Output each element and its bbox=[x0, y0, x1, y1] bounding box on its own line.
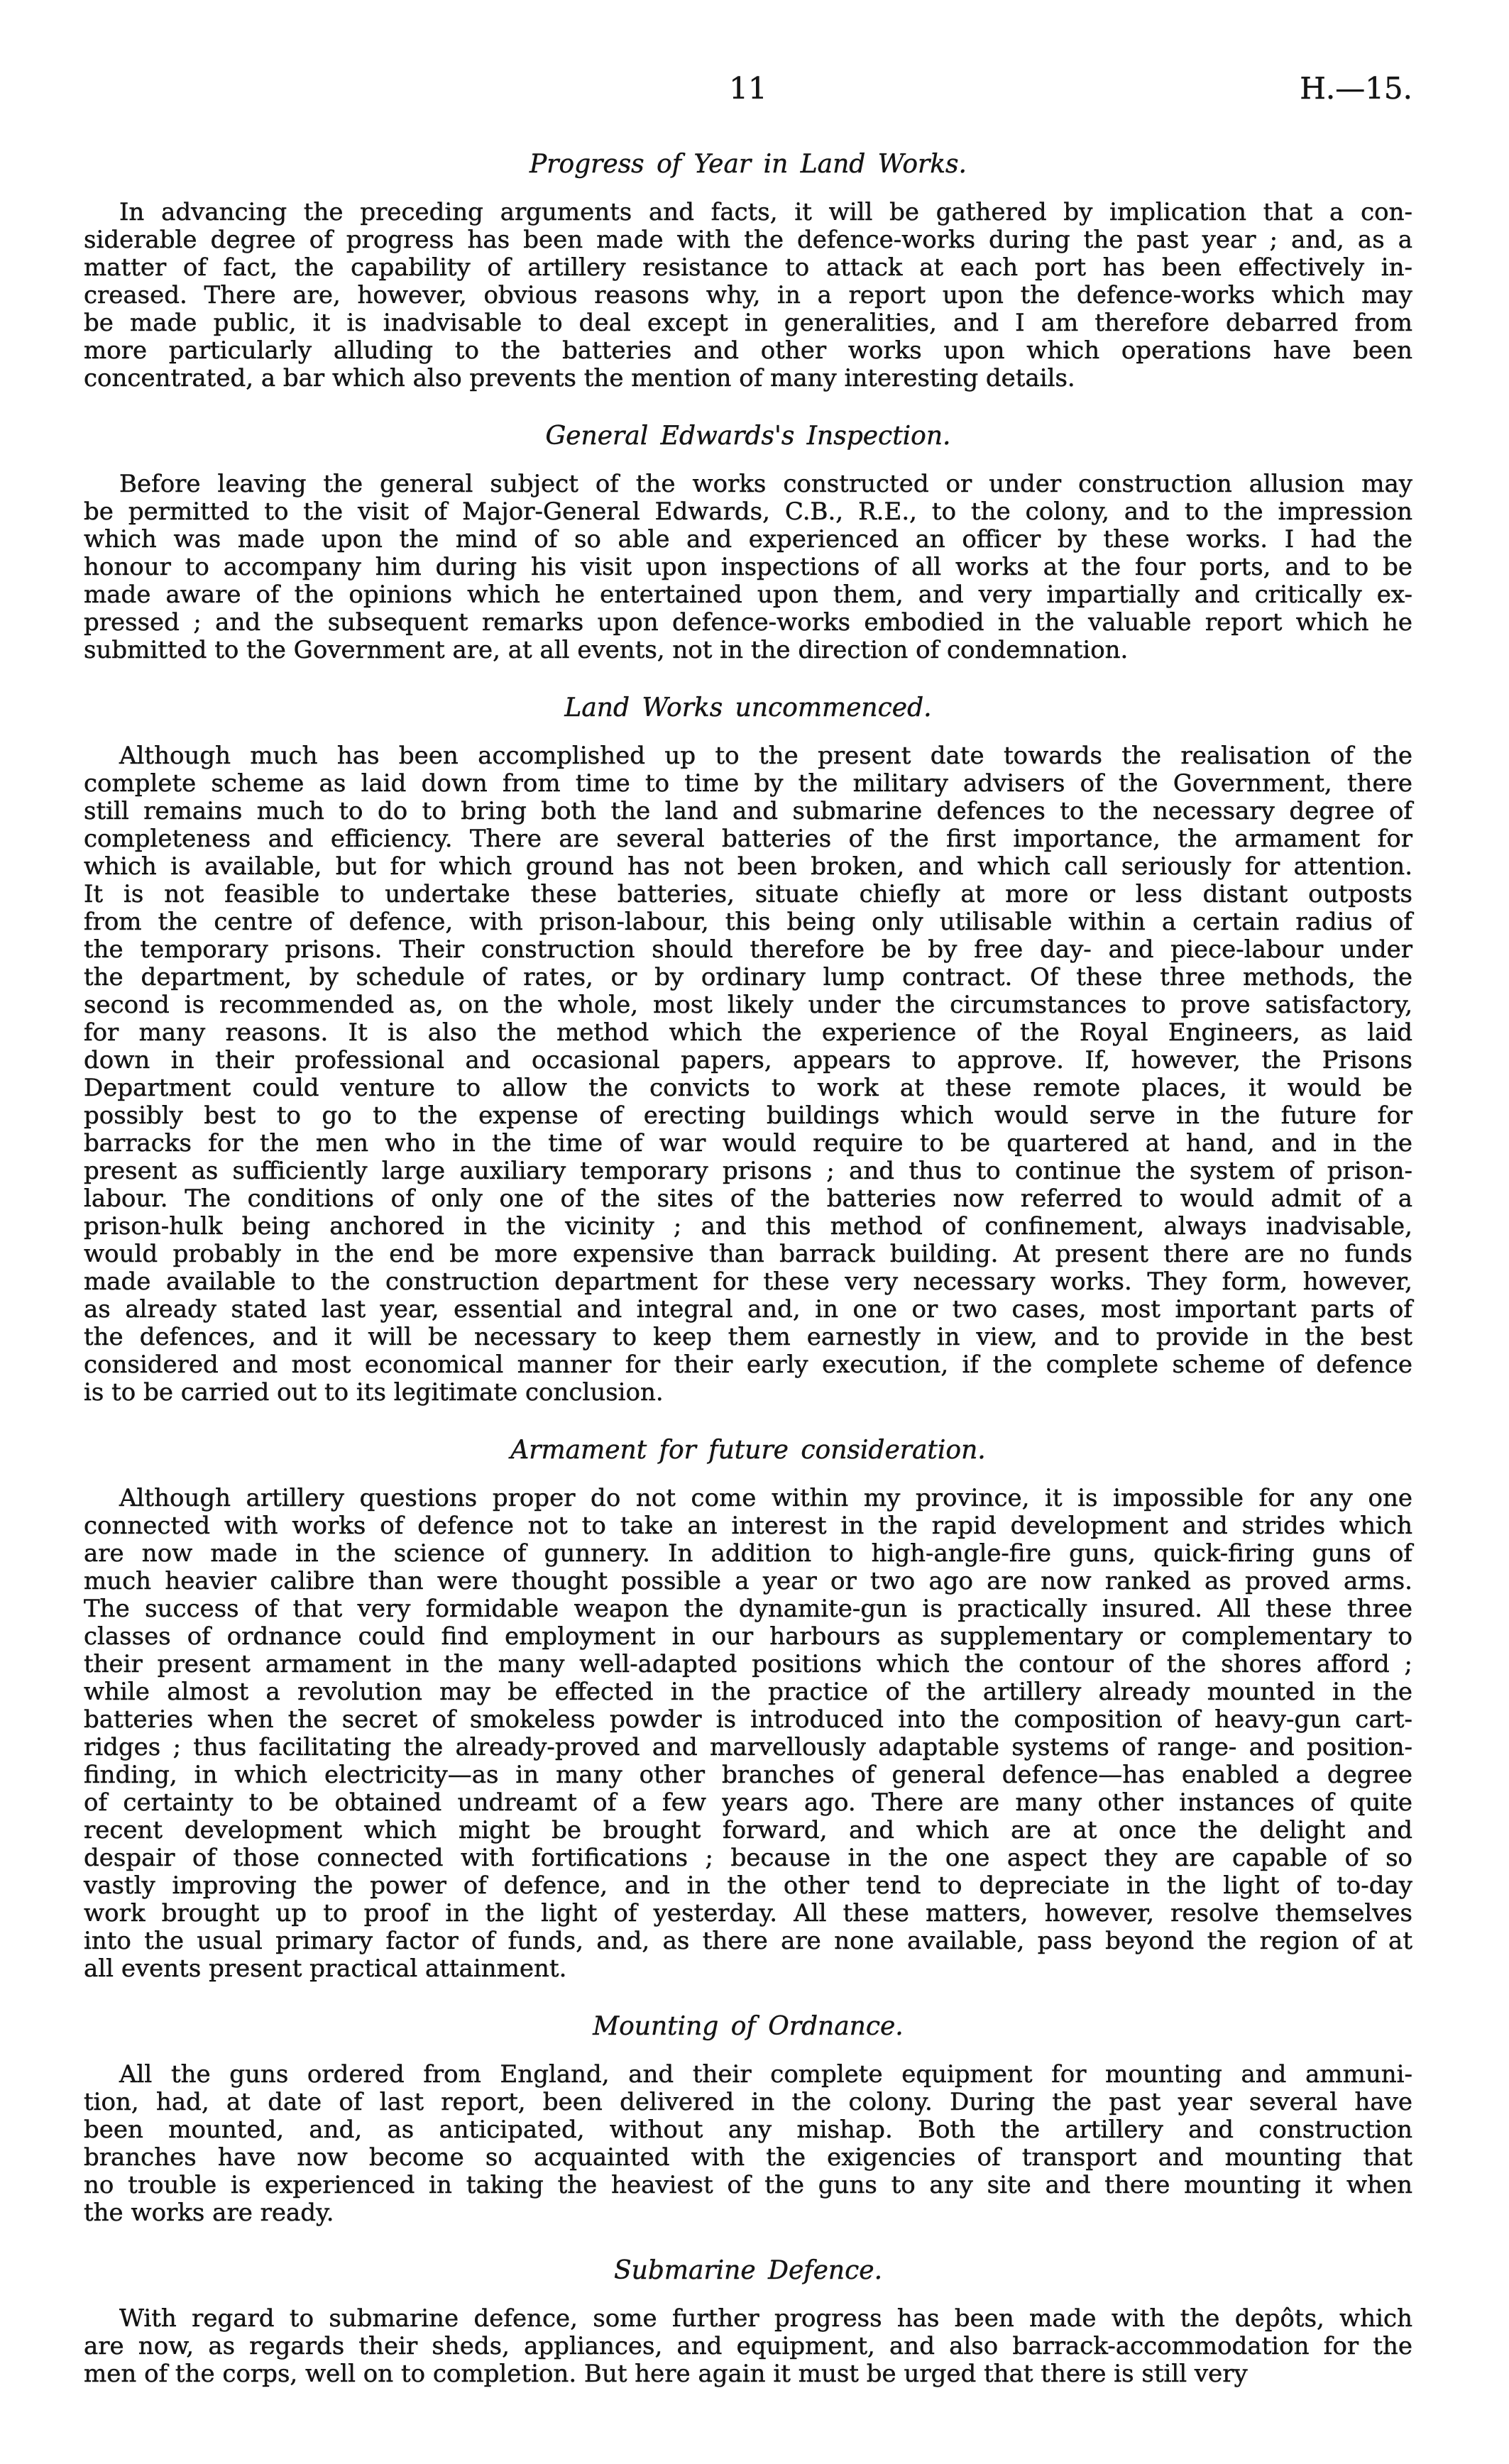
text-line: present as sufficiently large auxiliary temporary prisons ; and thus to continue the system of prison- bbox=[84, 1157, 1412, 1185]
text-line: branches have now become so acquainted with the exigencies of transport and mounting that bbox=[84, 2143, 1412, 2172]
text-line: made aware of the opinions which he entertained upon them, and very impartially and critically ex- bbox=[84, 581, 1412, 609]
text-line: vastly improving the power of defence, and in the other tend to depreciate in the light of to-day bbox=[84, 1871, 1412, 1900]
text-line: complete scheme as laid down from time to time by the military advisers of the Government, there bbox=[84, 769, 1412, 798]
text-line: for many reasons. It is also the method which the experience of the Royal Engineers, as laid bbox=[84, 1018, 1412, 1047]
text-line: are now, as regards their sheds, appliances, and equipment, and also barrack-accommodation for the bbox=[84, 2332, 1412, 2360]
text-line: labour. The conditions of only one of the sites of the batteries now referred to would admit of a bbox=[84, 1184, 1412, 1213]
page-header bbox=[84, 71, 1412, 111]
report-section bbox=[84, 2011, 1412, 2227]
text-line: completeness and efficiency. There are several batteries of the first importance, the armament for bbox=[84, 825, 1412, 853]
text-line: Before leaving the general subject of the works constructed or under construction allusion may bbox=[119, 470, 1412, 498]
text-line: batteries when the secret of smokeless powder is introduced into the composition of heavy-gun cart- bbox=[84, 1705, 1412, 1734]
report-section bbox=[84, 149, 1412, 392]
section-paragraph bbox=[84, 2061, 1412, 2227]
text-line: down in their professional and occasional papers, appears to approve. If, however, the Prisons bbox=[84, 1046, 1412, 1074]
text-line: work brought up to proof in the light of yesterday. All these matters, however, resolve themselves bbox=[84, 1899, 1412, 1927]
text-line: which was made upon the mind of so able and experienced an officer by these works. I had the bbox=[84, 525, 1412, 554]
text-line: be made public, it is inadvisable to deal except in generalities, and I am therefore debarred from bbox=[84, 309, 1412, 337]
report-section bbox=[84, 2255, 1412, 2388]
text-line: tion, had, at date of last report, been delivered in the colony. During the past year several have bbox=[84, 2088, 1412, 2116]
text-line: possibly best to go to the expense of erecting buildings which would serve in the future for bbox=[84, 1101, 1412, 1130]
text-line: prison-hulk being anchored in the vicinity ; and this method of confinement, always inadvisable, bbox=[84, 1212, 1412, 1241]
text-line: despair of those connected with fortifications ; because in the one aspect they are capable of so bbox=[84, 1844, 1412, 1872]
text-line: connected with works of defence not to take an interest in the rapid development and strides which bbox=[84, 1512, 1412, 1540]
text-line: while almost a revolution may be effected in the practice of the artillery already mounted in the bbox=[84, 1678, 1412, 1706]
text-line: In advancing the preceding arguments and facts, it will be gathered by implication that a con- bbox=[119, 198, 1412, 226]
text-line: With regard to submarine defence, some further progress has been made with the depôts, which bbox=[119, 2304, 1412, 2333]
text-line: the department, by schedule of rates, or by ordinary lump contract. Of these three methods, the bbox=[84, 963, 1412, 991]
section-heading: General Edwards's Inspection. bbox=[545, 422, 951, 451]
section-heading: Submarine Defence. bbox=[613, 2256, 883, 2285]
text-line: finding, in which electricity—as in many other branches of general defence—has enabled a degree bbox=[84, 1761, 1412, 1789]
section-heading: Mounting of Ordnance. bbox=[593, 2012, 904, 2041]
text-line: still remains much to do to bring both the land and submarine defences to the necessary degree of bbox=[84, 797, 1412, 825]
text-line: second is recommended as, on the whole, most likely under the circumstances to prove satisfactory, bbox=[84, 991, 1412, 1019]
text-line: made available to the construction department for these very necessary works. They form, however, bbox=[84, 1267, 1412, 1296]
section-paragraph bbox=[84, 1485, 1412, 1983]
text-line: classes of ordnance could find employment in our harbours as supplementary or complementary to bbox=[84, 1622, 1412, 1651]
text-line: concentrated, a bar which also prevents the mention of many interesting details. bbox=[84, 364, 1075, 392]
section-paragraph bbox=[84, 471, 1412, 664]
text-line: all events present practical attainment. bbox=[84, 1954, 567, 1983]
section-heading: Armament for future consideration. bbox=[510, 1436, 986, 1465]
text-line: considered and most economical manner for their early execution, if the complete scheme of defence bbox=[84, 1351, 1412, 1379]
text-line: matter of fact, the capability of artillery resistance to attack at each port has been effectively in- bbox=[84, 253, 1412, 282]
text-line: is to be carried out to its legitimate conclusion. bbox=[84, 1378, 664, 1407]
text-line: the temporary prisons. Their construction should therefore be by free day- and piece-labour under bbox=[84, 935, 1412, 964]
section-paragraph bbox=[84, 742, 1412, 1407]
text-line: as already stated last year, essential and integral and, in one or two cases, most important parts of bbox=[84, 1295, 1412, 1324]
document-reference: H.—15. bbox=[1300, 71, 1412, 106]
text-line: ridges ; thus facilitating the already-proved and marvellously adaptable systems of range- and position- bbox=[84, 1733, 1412, 1761]
text-line: be permitted to the visit of Major-General Edwards, C.B., R.E., to the colony, and to the impression bbox=[84, 497, 1412, 526]
text-line: submitted to the Government are, at all events, not in the direction of condemnation. bbox=[84, 636, 1129, 664]
text-line: the defences, and it will be necessary to keep them earnestly in view, and to provide in the best bbox=[84, 1323, 1412, 1351]
report-section bbox=[84, 693, 1412, 1407]
text-line: All the guns ordered from England, and their complete equipment for mounting and ammuni- bbox=[119, 2060, 1412, 2089]
text-line: Although much has been accomplished up to the present date towards the realisation of the bbox=[119, 742, 1412, 770]
report-section bbox=[84, 1435, 1412, 1983]
section-paragraph bbox=[84, 199, 1412, 392]
text-line: much heavier calibre than were thought possible a year or two ago are now ranked as proved arms. bbox=[84, 1567, 1412, 1595]
text-line: from the centre of defence, with prison-labour, this being only utilisable within a certain radius of bbox=[84, 908, 1412, 936]
section-heading: Land Works uncommenced. bbox=[564, 693, 932, 722]
text-line: their present armament in the many well-adapted positions which the contour of the shores afford ; bbox=[84, 1650, 1412, 1678]
text-line: creased. There are, however, obvious reasons why, in a report upon the defence-works which may bbox=[84, 281, 1412, 309]
text-line: pressed ; and the subsequent remarks upon defence-works embodied in the valuable report which he bbox=[84, 608, 1412, 637]
text-line: of certainty to be obtained undreamt of a few years ago. There are many other instances of quite bbox=[84, 1788, 1412, 1817]
section-heading: Progress of Year in Land Works. bbox=[529, 150, 967, 179]
text-line: the works are ready. bbox=[84, 2199, 334, 2227]
text-line: It is not feasible to undertake these batteries, situate chiefly at more or less distant outposts bbox=[84, 880, 1412, 908]
text-line: Department could venture to allow the convicts to work at these remote places, it would be bbox=[84, 1074, 1412, 1102]
text-line: siderable degree of progress has been made with the defence-works during the past year ; and, as a bbox=[84, 226, 1412, 254]
text-line: Although artillery questions proper do not come within my province, it is impossible for any one bbox=[119, 1484, 1412, 1512]
text-line: The success of that very formidable weapon the dynamite-gun is practically insured. All these three bbox=[84, 1595, 1412, 1623]
text-line: no trouble is experienced in taking the heaviest of the guns to any site and there mounting it when bbox=[84, 2171, 1412, 2199]
text-line: which is available, but for which ground has not been broken, and which call seriously for attention. bbox=[84, 852, 1412, 881]
text-line: been mounted, and, as anticipated, without any mishap. Both the artillery and construction bbox=[84, 2116, 1412, 2144]
document-body bbox=[84, 121, 1412, 2388]
page-number: 11 bbox=[729, 71, 767, 106]
text-line: more particularly alluding to the batteries and other works upon which operations have been bbox=[84, 336, 1412, 365]
text-line: barracks for the men who in the time of war would require to be quartered at hand, and in the bbox=[84, 1129, 1412, 1157]
text-line: into the usual primary factor of funds, and, as there are none available, pass beyond the region of at bbox=[84, 1927, 1412, 1955]
text-line: are now made in the science of gunnery. In addition to high-angle-fire guns, quick-firing guns of bbox=[84, 1539, 1412, 1568]
text-line: recent development which might be brought forward, and which are at once the delight and bbox=[84, 1816, 1412, 1844]
text-line: would probably in the end be more expensive than barrack building. At present there are no funds bbox=[84, 1240, 1412, 1268]
text-line: honour to accompany him during his visit upon inspections of all works at the four ports, and to be bbox=[84, 553, 1412, 581]
section-paragraph bbox=[84, 2305, 1412, 2388]
report-section bbox=[84, 421, 1412, 664]
text-line: men of the corps, well on to completion. But here again it must be urged that there is still very bbox=[84, 2360, 1248, 2388]
